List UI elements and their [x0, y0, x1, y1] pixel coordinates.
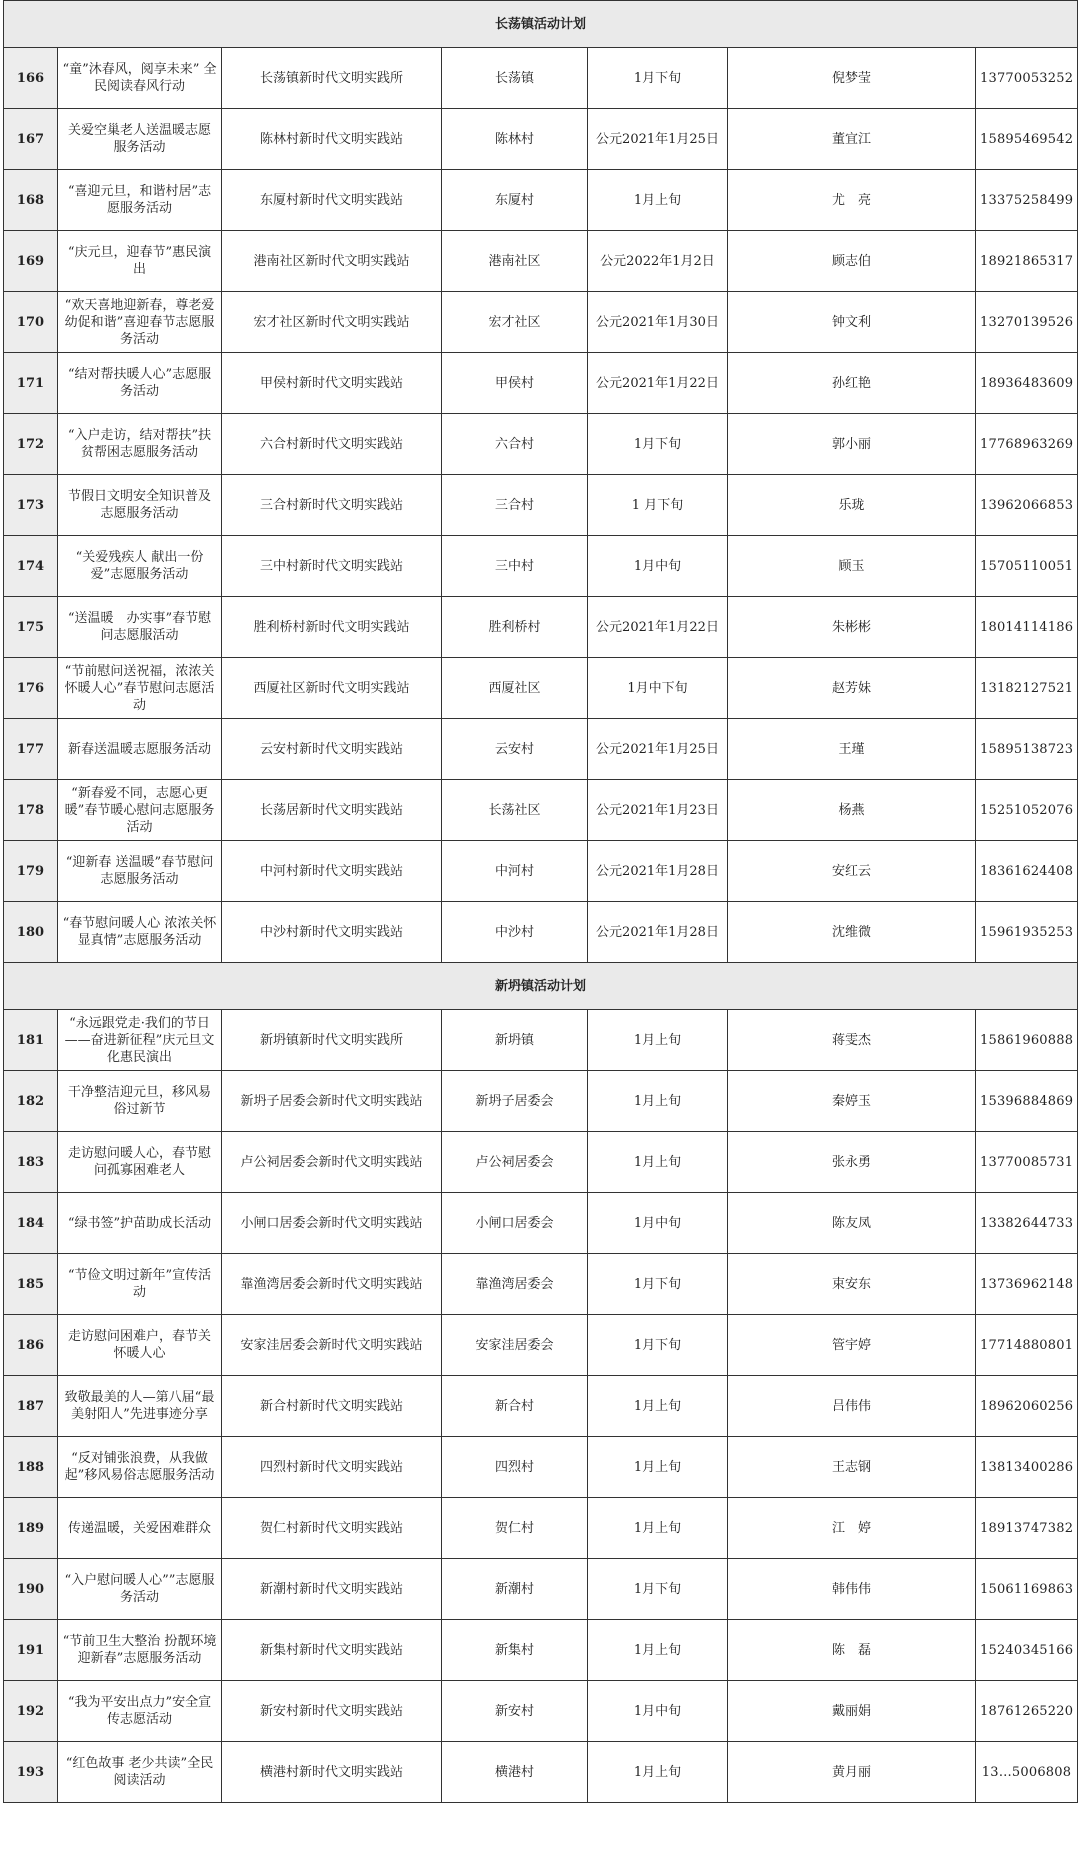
location-cell: 六合村: [442, 414, 588, 475]
contact-person-cell: 张永勇: [728, 1132, 976, 1193]
location-cell: 胜利桥村: [442, 597, 588, 658]
contact-person-cell: 束安东: [728, 1254, 976, 1315]
organizer-cell: 宏才社区新时代文明实践站: [222, 292, 442, 353]
contact-person-cell: 顾玉: [728, 536, 976, 597]
activity-name-cell: “入户走访，结对帮扶”扶贫帮困志愿服务活动: [58, 414, 222, 475]
location-cell: 长荡社区: [442, 780, 588, 841]
table-row: [4, 48, 1078, 109]
activity-name-cell: “庆元旦，迎春节”惠民演出: [58, 231, 222, 292]
table-row: [4, 1193, 1078, 1254]
serial-number-cell: 193: [4, 1742, 58, 1803]
serial-number-cell: 177: [4, 719, 58, 780]
activity-name-cell: “节前卫生大整治 扮靓环境迎新春”志愿服务活动: [58, 1620, 222, 1681]
serial-number-cell: 180: [4, 902, 58, 963]
organizer-cell: 四烈村新时代文明实践站: [222, 1437, 442, 1498]
contact-person-cell: 孙红艳: [728, 353, 976, 414]
date-cell: 公元2021年1月25日: [588, 109, 728, 170]
date-cell: 1月上旬: [588, 1132, 728, 1193]
contact-person-cell: 董宜江: [728, 109, 976, 170]
serial-number-cell: 179: [4, 841, 58, 902]
phone-number-cell: 13770085731: [976, 1132, 1078, 1193]
table-row: [4, 841, 1078, 902]
phone-number-cell: 13…5006808: [976, 1742, 1078, 1803]
table-row: [4, 1010, 1078, 1071]
phone-number-cell: 15895138723: [976, 719, 1078, 780]
contact-person-cell: 韩伟伟: [728, 1559, 976, 1620]
serial-number-cell: 190: [4, 1559, 58, 1620]
organizer-cell: 新坍子居委会新时代文明实践站: [222, 1071, 442, 1132]
date-cell: 1月下旬: [588, 48, 728, 109]
activity-name-cell: 新春送温暖志愿服务活动: [58, 719, 222, 780]
serial-number-cell: 181: [4, 1010, 58, 1071]
date-cell: 公元2021年1月25日: [588, 719, 728, 780]
contact-person-cell: 杨燕: [728, 780, 976, 841]
organizer-cell: 新安村新时代文明实践站: [222, 1681, 442, 1742]
date-cell: 1月下旬: [588, 1254, 728, 1315]
phone-number-cell: 18962060256: [976, 1376, 1078, 1437]
organizer-cell: 新潮村新时代文明实践站: [222, 1559, 442, 1620]
table-row: [4, 1559, 1078, 1620]
location-cell: 中河村: [442, 841, 588, 902]
phone-number-cell: 13270139526: [976, 292, 1078, 353]
table-row: [4, 1315, 1078, 1376]
organizer-cell: 长荡镇新时代文明实践所: [222, 48, 442, 109]
location-cell: 安家洼居委会: [442, 1315, 588, 1376]
table-row: [4, 414, 1078, 475]
organizer-cell: 胜利桥村新时代文明实践站: [222, 597, 442, 658]
date-cell: 1月上旬: [588, 1010, 728, 1071]
location-cell: 新合村: [442, 1376, 588, 1437]
date-cell: 公元2022年1月2日: [588, 231, 728, 292]
activity-name-cell: 节假日文明安全知识普及志愿服务活动: [58, 475, 222, 536]
contact-person-cell: 吕伟伟: [728, 1376, 976, 1437]
activity-plan-sheet: [3, 0, 1077, 1803]
phone-number-cell: 18921865317: [976, 231, 1078, 292]
location-cell: 横港村: [442, 1742, 588, 1803]
serial-number-cell: 173: [4, 475, 58, 536]
phone-number-cell: 18913747382: [976, 1498, 1078, 1559]
activity-name-cell: “迎新春 送温暖”春节慰问志愿服务活动: [58, 841, 222, 902]
location-cell: 西厦社区: [442, 658, 588, 719]
organizer-cell: 长荡居新时代文明实践站: [222, 780, 442, 841]
activity-name-cell: 传递温暖，关爱困难群众: [58, 1498, 222, 1559]
contact-person-cell: 王志钢: [728, 1437, 976, 1498]
table-row: [4, 1071, 1078, 1132]
date-cell: 1月上旬: [588, 170, 728, 231]
serial-number-cell: 171: [4, 353, 58, 414]
activity-name-cell: 走访慰问困难户，春节关怀暖人心: [58, 1315, 222, 1376]
phone-number-cell: 15861960888: [976, 1010, 1078, 1071]
date-cell: 1月上旬: [588, 1742, 728, 1803]
phone-number-cell: 13770053252: [976, 48, 1078, 109]
location-cell: 新潮村: [442, 1559, 588, 1620]
phone-number-cell: 18361624408: [976, 841, 1078, 902]
serial-number-cell: 169: [4, 231, 58, 292]
location-cell: 新安村: [442, 1681, 588, 1742]
location-cell: 三中村: [442, 536, 588, 597]
organizer-cell: 卢公祠居委会新时代文明实践站: [222, 1132, 442, 1193]
table-row: [4, 292, 1078, 353]
table-row: [4, 1437, 1078, 1498]
contact-person-cell: 陈友凤: [728, 1193, 976, 1254]
date-cell: 1月上旬: [588, 1376, 728, 1437]
location-cell: 陈林村: [442, 109, 588, 170]
organizer-cell: 横港村新时代文明实践站: [222, 1742, 442, 1803]
date-cell: 1月中旬: [588, 1193, 728, 1254]
date-cell: 1月上旬: [588, 1620, 728, 1681]
activity-name-cell: “永远跟党走·我们的节日——奋进新征程”庆元旦文化惠民演出: [58, 1010, 222, 1071]
organizer-cell: 贺仁村新时代文明实践站: [222, 1498, 442, 1559]
location-cell: 长荡镇: [442, 48, 588, 109]
contact-person-cell: 蒋雯杰: [728, 1010, 976, 1071]
serial-number-cell: 166: [4, 48, 58, 109]
serial-number-cell: 187: [4, 1376, 58, 1437]
activity-name-cell: “绿书签”护苗助成长活动: [58, 1193, 222, 1254]
table-row: [4, 1498, 1078, 1559]
activity-plan-table: [3, 0, 1078, 1803]
activity-name-cell: “入户慰问暖人心””志愿服务活动: [58, 1559, 222, 1620]
activity-name-cell: “节前慰问送祝福，浓浓关怀暖人心”春节慰问志愿活动: [58, 658, 222, 719]
organizer-cell: 靠渔湾居委会新时代文明实践站: [222, 1254, 442, 1315]
table-row: [4, 780, 1078, 841]
serial-number-cell: 168: [4, 170, 58, 231]
organizer-cell: 新坍镇新时代文明实践所: [222, 1010, 442, 1071]
serial-number-cell: 178: [4, 780, 58, 841]
contact-person-cell: 秦婷玉: [728, 1071, 976, 1132]
date-cell: 1月上旬: [588, 1071, 728, 1132]
contact-person-cell: 黄月丽: [728, 1742, 976, 1803]
activity-name-cell: “送温暖 办实事”春节慰问志愿服活动: [58, 597, 222, 658]
date-cell: 公元2021年1月30日: [588, 292, 728, 353]
phone-number-cell: 13736962148: [976, 1254, 1078, 1315]
serial-number-cell: 172: [4, 414, 58, 475]
table-row: [4, 109, 1078, 170]
serial-number-cell: 189: [4, 1498, 58, 1559]
activity-name-cell: 关爱空巢老人送温暖志愿服务活动: [58, 109, 222, 170]
location-cell: 新集村: [442, 1620, 588, 1681]
table-row: [4, 597, 1078, 658]
table-row: [4, 658, 1078, 719]
activity-name-cell: 致敬最美的人—第八届“最美射阳人”先进事迹分享: [58, 1376, 222, 1437]
contact-person-cell: 朱彬彬: [728, 597, 976, 658]
serial-number-cell: 188: [4, 1437, 58, 1498]
phone-number-cell: 15251052076: [976, 780, 1078, 841]
phone-number-cell: 13962066853: [976, 475, 1078, 536]
organizer-cell: 小闸口居委会新时代文明实践站: [222, 1193, 442, 1254]
location-cell: 新坍子居委会: [442, 1071, 588, 1132]
section-header-row: [4, 1, 1078, 48]
date-cell: 1月中下旬: [588, 658, 728, 719]
contact-person-cell: 顾志伯: [728, 231, 976, 292]
phone-number-cell: 18761265220: [976, 1681, 1078, 1742]
organizer-cell: 三合村新时代文明实践站: [222, 475, 442, 536]
table-row: [4, 1681, 1078, 1742]
contact-person-cell: 江 婷: [728, 1498, 976, 1559]
date-cell: 1月下旬: [588, 1315, 728, 1376]
contact-person-cell: 赵芳妹: [728, 658, 976, 719]
activity-name-cell: “结对帮扶暖人心”志愿服务活动: [58, 353, 222, 414]
section-title: 长荡镇活动计划: [4, 1, 1078, 48]
activity-name-cell: “关爱残疾人 献出一份爱”志愿服务活动: [58, 536, 222, 597]
section-title: 新坍镇活动计划: [4, 963, 1078, 1010]
location-cell: 卢公祠居委会: [442, 1132, 588, 1193]
contact-person-cell: 陈 磊: [728, 1620, 976, 1681]
organizer-cell: 港南社区新时代文明实践站: [222, 231, 442, 292]
date-cell: 1 月下旬: [588, 475, 728, 536]
contact-person-cell: 乐珑: [728, 475, 976, 536]
serial-number-cell: 182: [4, 1071, 58, 1132]
section-header-row: [4, 963, 1078, 1010]
activity-name-cell: 走访慰问暖人心，春节慰问孤寡困难老人: [58, 1132, 222, 1193]
phone-number-cell: 15961935253: [976, 902, 1078, 963]
table-row: [4, 719, 1078, 780]
date-cell: 公元2021年1月23日: [588, 780, 728, 841]
serial-number-cell: 192: [4, 1681, 58, 1742]
location-cell: 中沙村: [442, 902, 588, 963]
contact-person-cell: 郭小丽: [728, 414, 976, 475]
location-cell: 三合村: [442, 475, 588, 536]
date-cell: 1月上旬: [588, 1437, 728, 1498]
phone-number-cell: 13182127521: [976, 658, 1078, 719]
organizer-cell: 陈林村新时代文明实践站: [222, 109, 442, 170]
organizer-cell: 云安村新时代文明实践站: [222, 719, 442, 780]
organizer-cell: 中沙村新时代文明实践站: [222, 902, 442, 963]
organizer-cell: 三中村新时代文明实践站: [222, 536, 442, 597]
table-row: [4, 170, 1078, 231]
activity-name-cell: “反对铺张浪费，从我做起”移风易俗志愿服务活动: [58, 1437, 222, 1498]
organizer-cell: 六合村新时代文明实践站: [222, 414, 442, 475]
date-cell: 公元2021年1月22日: [588, 353, 728, 414]
location-cell: 新坍镇: [442, 1010, 588, 1071]
activity-name-cell: “我为平安出点力”安全宣传志愿活动: [58, 1681, 222, 1742]
serial-number-cell: 191: [4, 1620, 58, 1681]
date-cell: 1月下旬: [588, 414, 728, 475]
table-row: [4, 902, 1078, 963]
contact-person-cell: 王瑾: [728, 719, 976, 780]
organizer-cell: 安家洼居委会新时代文明实践站: [222, 1315, 442, 1376]
location-cell: 小闸口居委会: [442, 1193, 588, 1254]
contact-person-cell: 钟文利: [728, 292, 976, 353]
activity-name-cell: “新春爱不同，志愿心更暖”春节暖心慰问志愿服务活动: [58, 780, 222, 841]
date-cell: 公元2021年1月28日: [588, 841, 728, 902]
serial-number-cell: 183: [4, 1132, 58, 1193]
location-cell: 甲侯村: [442, 353, 588, 414]
table-row: [4, 1620, 1078, 1681]
activity-name-cell: “欢天喜地迎新春，尊老爱幼促和谐”喜迎春节志愿服务活动: [58, 292, 222, 353]
activity-name-cell: “喜迎元旦，和谐村居”志愿服务活动: [58, 170, 222, 231]
serial-number-cell: 184: [4, 1193, 58, 1254]
phone-number-cell: 15705110051: [976, 536, 1078, 597]
location-cell: 宏才社区: [442, 292, 588, 353]
phone-number-cell: 15061169863: [976, 1559, 1078, 1620]
organizer-cell: 东厦村新时代文明实践站: [222, 170, 442, 231]
activity-name-cell: “童”沐春风，阅享未来” 全民阅读春风行动: [58, 48, 222, 109]
phone-number-cell: 17768963269: [976, 414, 1078, 475]
contact-person-cell: 尤 亮: [728, 170, 976, 231]
phone-number-cell: 15396884869: [976, 1071, 1078, 1132]
activity-name-cell: “节俭文明过新年”宣传活动: [58, 1254, 222, 1315]
activity-name-cell: 干净整洁迎元旦，移风易俗过新节: [58, 1071, 222, 1132]
organizer-cell: 甲侯村新时代文明实践站: [222, 353, 442, 414]
date-cell: 1月上旬: [588, 1498, 728, 1559]
activity-name-cell: “红色故事 老少共读”全民阅读活动: [58, 1742, 222, 1803]
phone-number-cell: 15240345166: [976, 1620, 1078, 1681]
location-cell: 四烈村: [442, 1437, 588, 1498]
phone-number-cell: 13813400286: [976, 1437, 1078, 1498]
serial-number-cell: 175: [4, 597, 58, 658]
serial-number-cell: 185: [4, 1254, 58, 1315]
date-cell: 1月中旬: [588, 536, 728, 597]
location-cell: 港南社区: [442, 231, 588, 292]
serial-number-cell: 186: [4, 1315, 58, 1376]
location-cell: 云安村: [442, 719, 588, 780]
location-cell: 东厦村: [442, 170, 588, 231]
contact-person-cell: 倪梦莹: [728, 48, 976, 109]
contact-person-cell: 安红云: [728, 841, 976, 902]
organizer-cell: 新集村新时代文明实践站: [222, 1620, 442, 1681]
serial-number-cell: 170: [4, 292, 58, 353]
date-cell: 公元2021年1月22日: [588, 597, 728, 658]
contact-person-cell: 沈维微: [728, 902, 976, 963]
table-row: [4, 1742, 1078, 1803]
table-row: [4, 1254, 1078, 1315]
location-cell: 贺仁村: [442, 1498, 588, 1559]
table-row: [4, 231, 1078, 292]
serial-number-cell: 167: [4, 109, 58, 170]
contact-person-cell: 戴丽娟: [728, 1681, 976, 1742]
serial-number-cell: 174: [4, 536, 58, 597]
phone-number-cell: 13375258499: [976, 170, 1078, 231]
activity-name-cell: “春节慰问暖人心 浓浓关怀显真情”志愿服务活动: [58, 902, 222, 963]
phone-number-cell: 18936483609: [976, 353, 1078, 414]
date-cell: 公元2021年1月28日: [588, 902, 728, 963]
organizer-cell: 西厦社区新时代文明实践站: [222, 658, 442, 719]
phone-number-cell: 17714880801: [976, 1315, 1078, 1376]
phone-number-cell: 15895469542: [976, 109, 1078, 170]
table-row: [4, 353, 1078, 414]
serial-number-cell: 176: [4, 658, 58, 719]
phone-number-cell: 18014114186: [976, 597, 1078, 658]
contact-person-cell: 管宇婷: [728, 1315, 976, 1376]
table-row: [4, 1376, 1078, 1437]
location-cell: 靠渔湾居委会: [442, 1254, 588, 1315]
date-cell: 1月下旬: [588, 1559, 728, 1620]
phone-number-cell: 13382644733: [976, 1193, 1078, 1254]
table-row: [4, 536, 1078, 597]
table-row: [4, 1132, 1078, 1193]
plan-table-body: [4, 1, 1078, 1803]
organizer-cell: 中河村新时代文明实践站: [222, 841, 442, 902]
organizer-cell: 新合村新时代文明实践站: [222, 1376, 442, 1437]
table-row: [4, 475, 1078, 536]
date-cell: 1月中旬: [588, 1681, 728, 1742]
